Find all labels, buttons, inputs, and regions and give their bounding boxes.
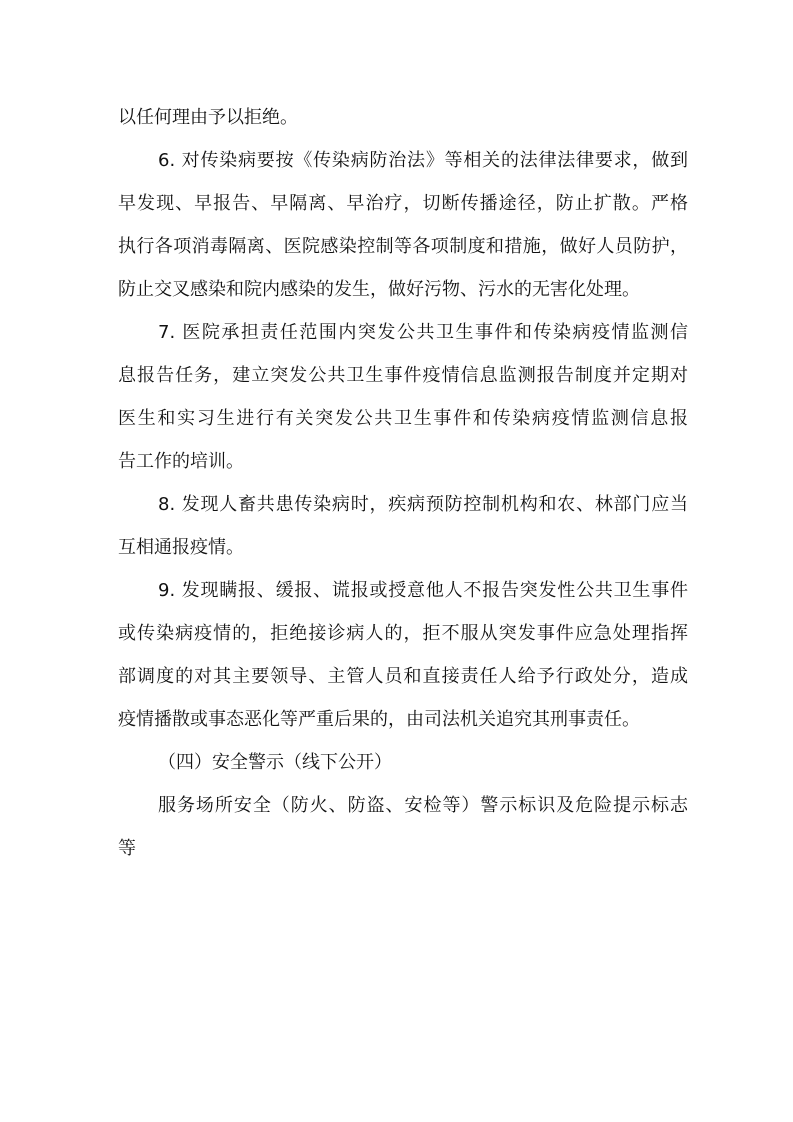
text-line: 部调度的对其主要领导、主管人员和直接责任人给予行政处分，造成 <box>118 666 688 687</box>
text-line: 以任何理由予以拒绝。 <box>118 107 298 128</box>
text-line: 疫情播散或事态恶化等严重后果的，由司法机关追究其刑事责任。 <box>118 709 640 730</box>
text-line: 8. 发现人畜共患传染病时，疾病预防控制机构和农、林部门应当 <box>158 494 688 515</box>
text-line: 互相通报疫情。 <box>118 537 244 558</box>
text-line: 防止交叉感染和院内感染的发生，做好污物、污水的无害化处理。 <box>118 279 640 300</box>
text-line: 7. 医院承担责任范围内突发公共卫生事件和传染病疫情监测信 <box>158 322 688 343</box>
text-line: 或传染病疫情的，拒绝接诊病人的，拒不服从突发事件应急处理指挥 <box>118 623 688 644</box>
section-heading: （四）安全警示（线下公开） <box>158 752 392 773</box>
text-line: 6. 对传染病要按《传染病防治法》等相关的法律法律要求，做到 <box>158 150 688 171</box>
text-line: 早发现、早报告、早隔离、早治疗，切断传播途径，防止扩散。严格 <box>118 193 688 214</box>
text-line: 等 <box>118 838 136 859</box>
text-line: 9. 发现瞒报、缓报、谎报或授意他人不报告突发性公共卫生事件 <box>158 580 688 601</box>
text-line: 服务场所安全（防火、防盗、安检等）警示标识及危险提示标志 <box>158 795 688 816</box>
text-line: 医生和实习生进行有关突发公共卫生事件和传染病疫情监测信息报 <box>118 408 688 429</box>
text-line: 息报告任务，建立突发公共卫生事件疫情信息监测报告制度并定期对 <box>118 365 688 386</box>
text-line: 执行各项消毒隔离、医院感染控制等各项制度和措施，做好人员防护， <box>118 236 688 257</box>
text-line: 告工作的培训。 <box>118 451 244 472</box>
